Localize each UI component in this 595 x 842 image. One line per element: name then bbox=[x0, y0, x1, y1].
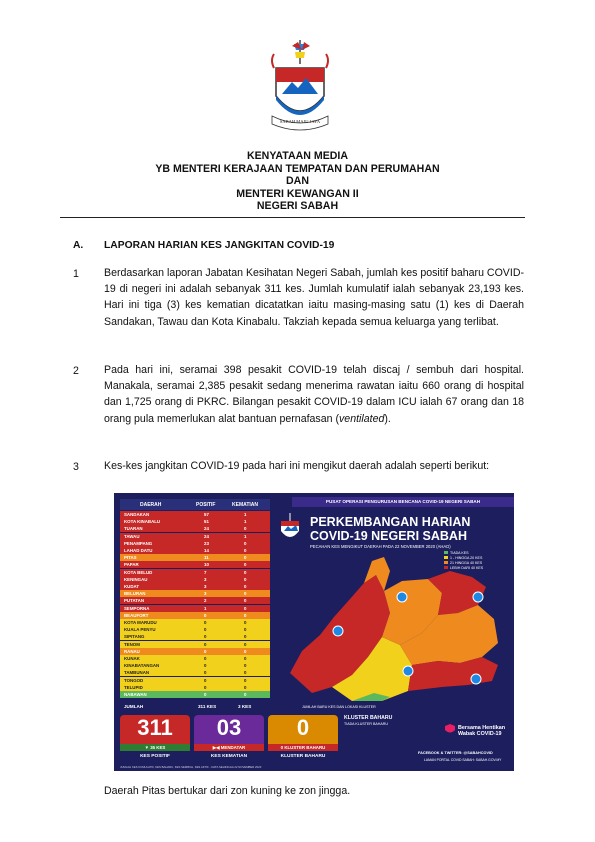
death-count: 1 bbox=[244, 533, 247, 539]
cluster-marker bbox=[403, 666, 413, 676]
positive-count: 0 bbox=[204, 684, 207, 690]
positive-count: 14 bbox=[204, 548, 209, 553]
table-row bbox=[120, 590, 270, 597]
legend-item: LEBIH DARI 40 KES bbox=[444, 566, 483, 571]
table-row bbox=[120, 626, 270, 633]
district-name: KOTA MARUDU bbox=[124, 620, 157, 625]
paragraph-number-1: 1 bbox=[73, 268, 79, 280]
death-count: 0 bbox=[244, 627, 247, 633]
crest-motto: SABAH MAJU JAYA bbox=[279, 119, 321, 124]
positive-count: 0 bbox=[204, 670, 207, 676]
death-count: 0 bbox=[244, 684, 247, 690]
positive-count: 0 bbox=[204, 634, 207, 640]
table-row bbox=[120, 677, 270, 684]
district-name: TELUPID bbox=[124, 684, 143, 690]
district-table bbox=[120, 499, 270, 708]
table-row bbox=[120, 569, 270, 576]
table-row bbox=[120, 561, 270, 568]
death-count: 0 bbox=[244, 612, 247, 618]
district-name: BEAUFORT bbox=[124, 612, 149, 618]
legend-item: 1 - HINGGA 20 KES bbox=[444, 556, 483, 561]
table-row bbox=[120, 691, 270, 698]
positive-count: 0 bbox=[204, 627, 207, 633]
cluster-marker bbox=[333, 626, 343, 636]
positive-count: 11 bbox=[204, 555, 209, 561]
positive-count: 1 bbox=[204, 605, 207, 611]
table-row bbox=[120, 576, 270, 583]
positive-count: 0 bbox=[204, 663, 207, 669]
table-row bbox=[120, 583, 270, 590]
death-count: 0 bbox=[244, 670, 247, 676]
cluster-marker bbox=[473, 592, 483, 602]
table-row bbox=[120, 533, 270, 540]
paragraph-2: Pada hari ini, seramai 398 pesakit COVID-19 telah discaj / sembuh dari hospital. Manakala, seramai 2,385 pesakit sedang menerima rawatan iaitu 660 orang di hospital dan 1,725 orang di PKRC. Bilangan pesakit COVID-19 dalam ICU ialah 67 orang dan 18 orang pula memerlukan alat bantuan pernafasan (ventilated). bbox=[104, 364, 524, 425]
district-name: KOTA KINABALU bbox=[124, 519, 161, 525]
district-name: TAWAU bbox=[124, 533, 140, 539]
death-count: 0 bbox=[244, 526, 247, 532]
heading-divider bbox=[60, 217, 525, 218]
death-count: 0 bbox=[244, 677, 247, 683]
table-row bbox=[120, 662, 270, 669]
card-new-cluster: 0 0 KLUSTER BAHARU bbox=[268, 715, 338, 751]
death-count: 1 bbox=[244, 519, 247, 525]
death-count: 0 bbox=[244, 569, 247, 575]
death-count: 0 bbox=[244, 591, 247, 597]
district-name: PUTATAN bbox=[124, 598, 144, 604]
table-row bbox=[120, 641, 270, 648]
paragraph-number-2: 2 bbox=[73, 365, 79, 377]
district-name: SEMPORNA bbox=[124, 605, 150, 611]
district-name: KUALA PENYU bbox=[124, 627, 156, 633]
italic-ventilated: ventilated bbox=[339, 412, 385, 425]
positive-count: 51 bbox=[204, 519, 209, 525]
death-count: 0 bbox=[244, 584, 247, 589]
map-legend-text: JUMLAH BARU KES DAN LOKASI KLUSTER bbox=[302, 705, 376, 709]
district-name: RANAU bbox=[124, 648, 140, 654]
table-header: DAERAH POSITIF KEMATIAN bbox=[120, 499, 270, 510]
positive-count: 7 bbox=[204, 569, 207, 575]
heading-line-1: KENYATAAN MEDIA bbox=[246, 150, 349, 162]
district-name: SANDAKAN bbox=[124, 512, 150, 517]
district-name: PENAMPANG bbox=[124, 540, 153, 546]
table-row bbox=[120, 619, 270, 626]
positive-count: 24 bbox=[204, 533, 209, 539]
death-count: 0 bbox=[244, 540, 247, 546]
positive-count: 3 bbox=[204, 584, 207, 589]
table-row bbox=[120, 655, 270, 662]
cluster-title: KLUSTER BAHARU bbox=[344, 715, 393, 721]
district-name: TENOM bbox=[124, 641, 140, 647]
district-name: TAMBUNAN bbox=[124, 670, 150, 676]
cluster-marker bbox=[471, 674, 481, 684]
card-label-cluster: KLUSTER BAHARU bbox=[280, 754, 326, 759]
district-name: KUNAK bbox=[124, 656, 140, 661]
district-name: SIPITANG bbox=[124, 634, 145, 640]
paragraph-number-3: 3 bbox=[73, 461, 79, 473]
cluster-marker bbox=[397, 592, 407, 602]
positive-count: 0 bbox=[204, 656, 207, 661]
positive-count: 0 bbox=[204, 648, 207, 654]
heading-line-3: DAN bbox=[286, 175, 309, 188]
table-row bbox=[120, 633, 270, 640]
death-count: 0 bbox=[244, 656, 247, 661]
district-name: KUDAT bbox=[124, 584, 140, 589]
table-row bbox=[120, 612, 270, 619]
infographic-subtitle: PECAHAN KES MENGIKUT DAERAH PADA 22 NOVEMBER 2020 (AHAD) bbox=[310, 544, 451, 549]
positive-count: 0 bbox=[204, 641, 207, 647]
infographic-footnote: JUMLAH KES KUMULATIF, KES BAHARU, KES SEMBUH, KES AKTIF - DATA SEHINGGA 22 NOVEMBER 2020 bbox=[120, 765, 262, 769]
positive-count: 10 bbox=[204, 562, 209, 568]
positive-count: 0 bbox=[204, 692, 207, 697]
card-label-positive: KES POSITIF bbox=[140, 754, 170, 759]
heading-line-2: YB MENTERI KERAJAAN TEMPATAN DAN PERUMAHAN bbox=[155, 162, 440, 175]
district-name: TUARAN bbox=[124, 526, 143, 532]
death-count: 0 bbox=[244, 634, 247, 640]
table-row bbox=[120, 605, 270, 612]
health-shield-icon bbox=[444, 723, 456, 735]
paragraph-1: Berdasarkan laporan Jabatan Kesihatan Negeri Sabah, jumlah kes positif baharu COVID-19 di negeri ini adalah sebanyak 311 kes. Jumlah kumulatif ialah sebanyak 23,193 kes. Hari ini tiga (3) kes kematian dicatatkan iaitu masing-masing satu (1) kes di Daerah Sandakan, Tawau dan Kota Kinabalu. Takziah kepada semua keluarga yang terlibat. bbox=[104, 267, 524, 328]
infographic-title-2: COVID-19 NEGERI SABAH bbox=[310, 529, 467, 543]
district-name: LAHAD DATU bbox=[124, 548, 153, 553]
death-count: 0 bbox=[244, 648, 247, 654]
sabah-district-map bbox=[272, 553, 512, 703]
district-name: PAPAR bbox=[124, 562, 139, 568]
district-name: KENINGAU bbox=[124, 576, 148, 582]
table-row bbox=[120, 648, 270, 655]
infographic-title-1: PERKEMBANGAN HARIAN bbox=[310, 515, 471, 529]
sabah-crest-logo bbox=[268, 38, 332, 132]
table-row bbox=[120, 554, 270, 561]
social-handle: FACEBOOK & TWITTER: @SABAHCOVID bbox=[418, 751, 493, 755]
positive-count: 23 bbox=[204, 540, 209, 546]
covid-infographic bbox=[114, 493, 514, 771]
table-row bbox=[120, 684, 270, 691]
card-deaths: 03 ▶◀ MENDATAR bbox=[194, 715, 264, 751]
positive-count: 3 bbox=[204, 576, 207, 582]
death-count: 0 bbox=[244, 641, 247, 647]
infographic-banner: PUSAT OPERASI PENGURUSAN BENCANA COVID-19 NEGERI SABAH bbox=[292, 497, 514, 507]
death-count: 0 bbox=[244, 663, 247, 669]
table-row bbox=[120, 669, 270, 676]
legend-item: TIADA KES bbox=[444, 551, 483, 556]
crest-small-icon bbox=[278, 513, 302, 543]
heading-line-4: MENTERI KEWANGAN II bbox=[236, 187, 359, 200]
document-heading bbox=[60, 150, 535, 213]
positive-count: 2 bbox=[204, 598, 207, 604]
positive-count: 0 bbox=[204, 620, 207, 625]
death-count: 0 bbox=[244, 555, 247, 561]
table-row bbox=[120, 518, 270, 525]
positive-count: 0 bbox=[204, 677, 207, 683]
district-name: KOTA BELUD bbox=[124, 569, 153, 575]
caption-note: Daerah Pitas bertukar dari zon kuning ke zon jingga. bbox=[104, 785, 351, 797]
death-count: 0 bbox=[244, 576, 247, 582]
paragraph-3: Kes-kes jangkitan COVID-19 pada hari ini mengikut daerah adalah seperti berikut: bbox=[104, 460, 490, 472]
heading-line-5: NEGERI SABAH bbox=[256, 200, 339, 213]
death-count: 0 bbox=[244, 598, 247, 604]
positive-count: 24 bbox=[204, 526, 209, 532]
table-row bbox=[120, 511, 270, 518]
table-row bbox=[120, 540, 270, 547]
district-name: KINABATANGAN bbox=[124, 663, 160, 669]
card-positive: 311 ▼ 35 KES bbox=[120, 715, 190, 751]
death-count: 0 bbox=[244, 620, 247, 625]
positive-count: 3 bbox=[204, 591, 207, 597]
district-name: BELURAN bbox=[124, 591, 146, 597]
district-name: NABAWAN bbox=[124, 692, 147, 697]
death-count: 0 bbox=[244, 548, 247, 553]
positive-count: 0 bbox=[204, 612, 207, 618]
campaign-brand: Bersama Hentikan Wabak COVID-19 bbox=[458, 725, 506, 737]
table-row bbox=[120, 597, 270, 604]
positive-count: 57 bbox=[204, 512, 209, 517]
death-count: 0 bbox=[244, 605, 247, 611]
death-count: 0 bbox=[244, 562, 247, 568]
section-title: LAPORAN HARIAN KES JANGKITAN COVID-19 bbox=[104, 240, 335, 251]
district-name: TONGOD bbox=[124, 677, 144, 683]
section-number: A. bbox=[73, 240, 84, 251]
cluster-subtitle: TIADA KLUSTER BAHARU bbox=[344, 722, 388, 726]
table-total-row: JUMLAH 311 KES 3 KES bbox=[120, 703, 270, 710]
card-label-deaths: KES KEMATIAN bbox=[210, 754, 248, 759]
legend-item: 21 HINGGA 40 KES bbox=[444, 561, 483, 566]
table-row bbox=[120, 525, 270, 532]
portal-link: LAMAN PORTAL COVID SABAH: SABAH.GOV.MY bbox=[424, 758, 502, 762]
death-count: 0 bbox=[244, 692, 247, 697]
table-row bbox=[120, 547, 270, 554]
district-name: PITAS bbox=[124, 555, 137, 561]
death-count: 1 bbox=[244, 512, 247, 517]
